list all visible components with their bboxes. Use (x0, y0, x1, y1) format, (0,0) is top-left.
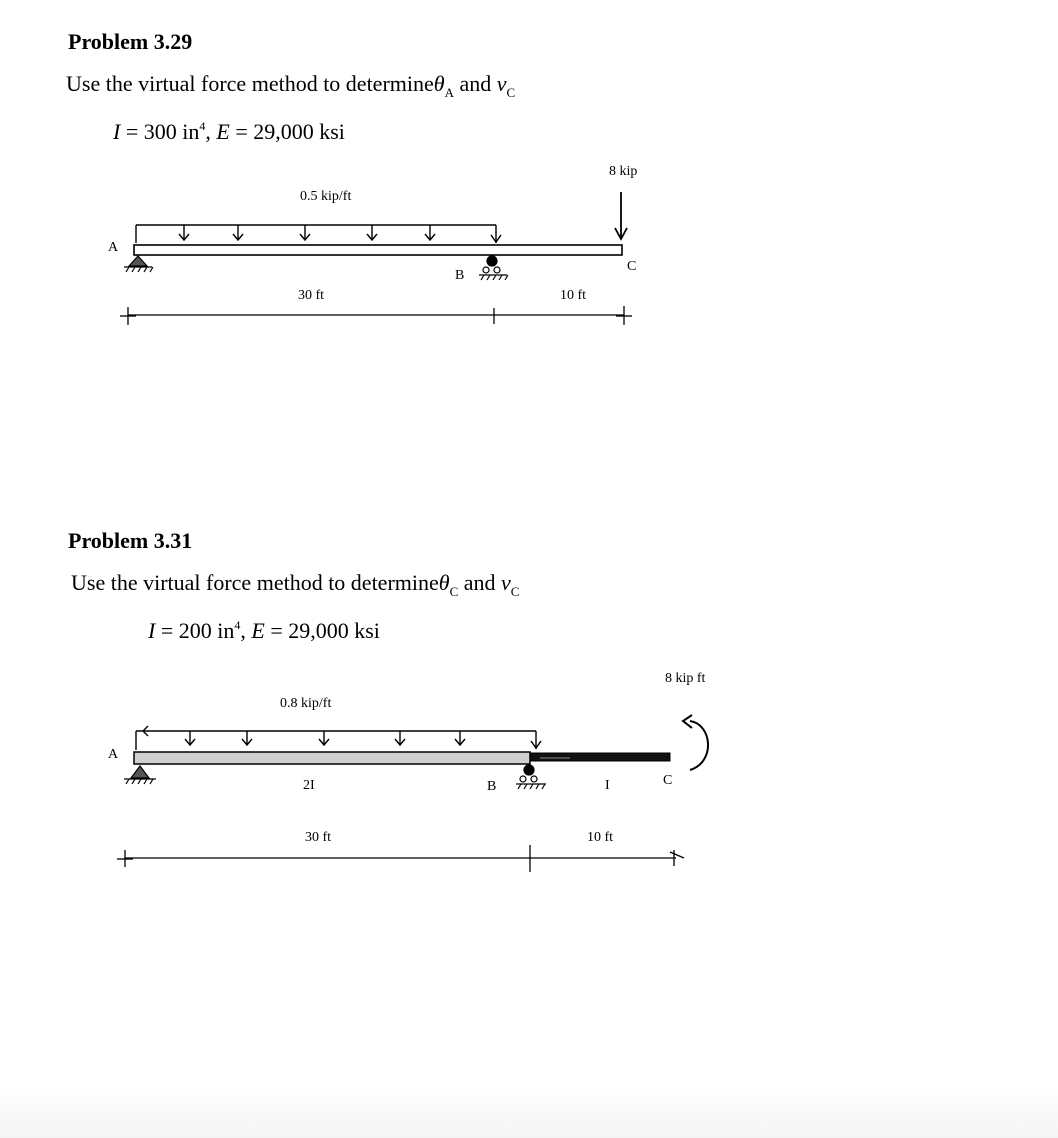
I-value: = 300 in (125, 119, 200, 144)
separator: , (240, 618, 246, 643)
distributed-load-label-3-29: 0.5 kip/ft (300, 189, 352, 204)
span1-label-3-29: 30 ft (298, 288, 325, 303)
label-A-3-29: A (108, 240, 119, 255)
roller-support-B-3-31 (516, 765, 546, 789)
separator: , (205, 119, 211, 144)
label-B-3-31: B (487, 779, 497, 794)
E-value: = 29,000 ksi (235, 119, 345, 144)
distributed-load-label-3-31: 0.8 kip/ft (280, 696, 332, 711)
and-word: and (459, 71, 492, 96)
span2-label-3-29: 10 ft (560, 288, 587, 303)
pin-support-A-3-31 (124, 766, 156, 784)
span1-label-3-31: 30 ft (305, 830, 332, 845)
E-value: = 29,000 ksi (270, 618, 380, 643)
I-exponent: 4 (234, 618, 241, 632)
statement-text: Use the virtual force method to determine (66, 71, 434, 96)
moment-label-3-31: 8 kip ft (665, 671, 706, 686)
v-symbol: v (496, 71, 507, 96)
theta-subscript: A (444, 85, 454, 100)
load-arrows-3-31 (143, 726, 541, 748)
bottom-fade (0, 1088, 1058, 1138)
and-word: and (463, 570, 496, 595)
theta-symbol: θ (433, 71, 445, 96)
v-subscript: C (506, 85, 516, 100)
statement-text: Use the virtual force method to determine (71, 570, 439, 595)
I-symbol: I (148, 618, 156, 643)
distributed-load-3-31 (136, 726, 541, 750)
v-symbol: v (501, 570, 511, 595)
I-value: = 200 in (160, 618, 235, 643)
moment-arrow-3-31 (683, 715, 708, 770)
I-exponent: 4 (199, 119, 206, 133)
point-load-label-3-29: 8 kip (609, 164, 638, 179)
E-symbol: E (216, 119, 230, 144)
label-A-3-31: A (108, 747, 119, 762)
label-C-3-31: C (663, 773, 673, 788)
problem-3-31-title: Problem 3.31 (68, 528, 193, 553)
beam-segment-2I (134, 752, 530, 764)
span2-label-3-31: 10 ft (587, 830, 614, 845)
theta-symbol: θ (438, 570, 450, 595)
v-subscript: C (510, 584, 520, 599)
stiffness-2I-label: 2I (303, 778, 315, 793)
dimension-line-3-31 (117, 845, 684, 872)
label-C-3-29: C (627, 259, 637, 274)
E-symbol: E (251, 618, 265, 643)
stiffness-I-label: I (605, 778, 610, 793)
label-B-3-29: B (455, 268, 465, 283)
I-symbol: I (113, 119, 121, 144)
beam-segment-I (530, 753, 670, 761)
theta-subscript: C (449, 584, 459, 599)
problem-3-29-title: Problem 3.29 (68, 29, 193, 54)
